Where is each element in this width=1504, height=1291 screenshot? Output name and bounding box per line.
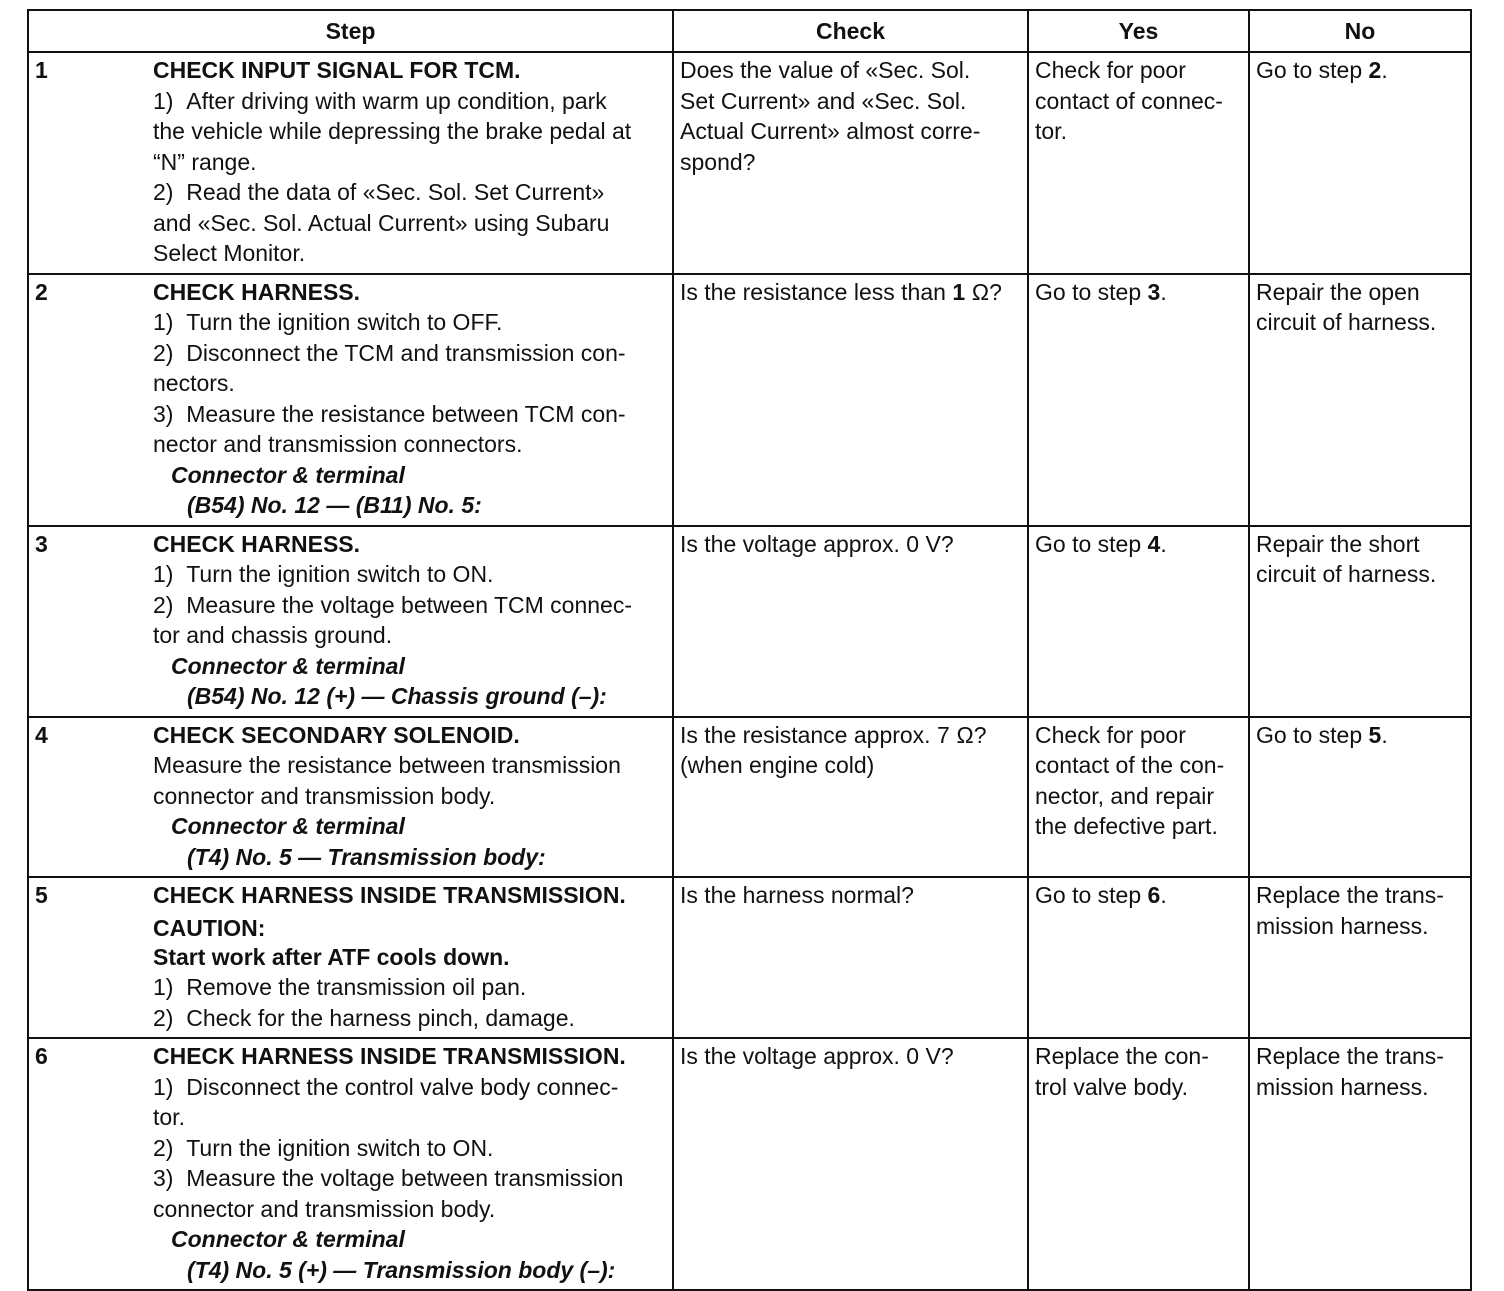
yes-text-suffix: . — [1160, 530, 1167, 557]
yes-line: tor. — [1035, 118, 1067, 144]
step-number: 3 — [28, 526, 147, 717]
step-title: CHECK HARNESS INSIDE TRANSMISSION. — [153, 882, 626, 908]
step-number: 6 — [28, 1038, 147, 1290]
check-unit: Ω? — [965, 278, 1002, 305]
no-line: circuit of harness. — [1256, 309, 1437, 335]
no-line: mission harness. — [1256, 912, 1429, 939]
no-line: Replace the trans- — [1256, 1043, 1444, 1069]
no-line: mission harness. — [1256, 1073, 1429, 1100]
connector-label: Connector & terminal — [171, 461, 405, 488]
no-cell — [1249, 526, 1471, 717]
step-line: tor. — [153, 1104, 185, 1130]
step-cell — [147, 877, 673, 1038]
header-no: No — [1249, 10, 1471, 52]
table-row — [28, 717, 1471, 878]
yes-line: Check for poor — [1035, 57, 1186, 83]
step-title: CHECK HARNESS. — [153, 278, 361, 305]
header-check: Check — [673, 10, 1028, 52]
yes-line: nector, and repair — [1035, 782, 1215, 809]
yes-line: the defective part. — [1035, 813, 1218, 839]
yes-line: contact of connec- — [1035, 87, 1223, 114]
connector-value: (T4) No. 5 — Transmission body: — [187, 843, 546, 870]
yes-text: Go to step — [1035, 882, 1148, 908]
connector-value: (T4) No. 5 (+) — Transmission body (–): — [187, 1256, 616, 1283]
check-line: spond? — [680, 148, 756, 175]
step-cell — [147, 1038, 673, 1290]
yes-cell — [1028, 274, 1249, 526]
no-cell — [1249, 1038, 1471, 1290]
check-line: Does the value of «Sec. Sol. — [680, 57, 971, 83]
yes-step-ref: 3 — [1147, 278, 1161, 305]
check-line: (when engine cold) — [680, 752, 875, 778]
step-line: 1) Turn the ignition switch to OFF. — [153, 309, 503, 335]
connector-value: (B54) No. 12 — (B11) No. 5: — [187, 492, 482, 518]
step-number: 5 — [28, 877, 147, 1038]
step-cell — [147, 52, 673, 274]
yes-text: Go to step — [1035, 278, 1148, 305]
yes-step-ref: 6 — [1147, 882, 1161, 908]
step-line: nectors. — [153, 370, 235, 396]
step-cell — [147, 526, 673, 717]
step-line: Measure the resistance between transmission — [153, 752, 621, 778]
step-line: connector and transmission body. — [153, 782, 496, 809]
step-line: 1) Disconnect the control valve body connec- — [153, 1073, 619, 1100]
check-line: Is the resistance approx. 7 Ω? — [680, 721, 987, 748]
no-text-suffix: . — [1381, 721, 1388, 748]
no-cell — [1249, 877, 1471, 1038]
caution-text: Start work after ATF cools down. — [153, 943, 510, 970]
no-text-suffix: . — [1381, 57, 1388, 83]
header-row — [28, 10, 1471, 52]
no-line: Repair the short — [1256, 530, 1420, 557]
no-line: Replace the trans- — [1256, 882, 1444, 908]
check-cell: Is the voltage approx. 0 V? — [673, 1038, 1028, 1290]
check-cell — [673, 717, 1028, 878]
yes-cell — [1028, 526, 1249, 717]
yes-cell — [1028, 717, 1249, 878]
step-line: the vehicle while depressing the brake pedal at — [153, 118, 632, 144]
step-number: 4 — [28, 717, 147, 878]
step-title: CHECK INPUT SIGNAL FOR TCM. — [153, 57, 521, 83]
yes-text-suffix: . — [1160, 278, 1167, 305]
step-line: 2) Read the data of «Sec. Sol. Set Current» — [153, 179, 605, 205]
yes-line: trol valve body. — [1035, 1073, 1188, 1100]
table-row — [28, 274, 1471, 526]
no-cell — [1249, 52, 1471, 274]
step-line: 3) Measure the resistance between TCM con- — [153, 400, 626, 427]
step-title: CHECK HARNESS. — [153, 530, 361, 557]
yes-line: Check for poor — [1035, 721, 1186, 748]
diagnostic-table — [27, 9, 1472, 1291]
connector-value: (B54) No. 12 (+) — Chassis ground (–): — [187, 683, 607, 709]
header-step: Step — [28, 10, 673, 52]
yes-step-ref: 4 — [1147, 530, 1161, 557]
no-line: circuit of harness. — [1256, 561, 1437, 587]
step-title: CHECK HARNESS INSIDE TRANSMISSION. — [153, 1043, 626, 1069]
no-text: Go to step — [1256, 721, 1369, 748]
check-cell — [673, 274, 1028, 526]
yes-line: Replace the con- — [1035, 1043, 1209, 1069]
table-row — [28, 52, 1471, 274]
table-row — [28, 526, 1471, 717]
no-cell — [1249, 717, 1471, 878]
step-title: CHECK SECONDARY SOLENOID. — [153, 721, 520, 748]
table-row — [28, 1038, 1471, 1290]
no-cell — [1249, 274, 1471, 526]
yes-cell — [1028, 1038, 1249, 1290]
step-line: “N” range. — [153, 148, 257, 175]
step-line: Select Monitor. — [153, 240, 306, 266]
step-line: 3) Measure the voltage between transmission — [153, 1165, 624, 1191]
step-line: 1) Turn the ignition switch to ON. — [153, 561, 494, 587]
check-cell — [673, 52, 1028, 274]
check-text: Is the resistance less than — [680, 278, 953, 305]
step-line: nector and transmission connectors. — [153, 431, 523, 457]
step-line: 2) Measure the voltage between TCM connec- — [153, 591, 632, 618]
step-line: tor and chassis ground. — [153, 622, 393, 648]
connector-label: Connector & terminal — [171, 652, 405, 679]
step-line: 2) Check for the harness pinch, damage. — [153, 1004, 575, 1031]
no-step-ref: 5 — [1368, 721, 1382, 748]
connector-label: Connector & terminal — [171, 1226, 405, 1252]
yes-text: Go to step — [1035, 530, 1148, 557]
check-cell: Is the voltage approx. 0 V? — [673, 526, 1028, 717]
step-number: 1 — [28, 52, 147, 274]
connector-label: Connector & terminal — [171, 813, 405, 839]
step-line: and «Sec. Sol. Actual Current» using Subaru — [153, 209, 610, 236]
step-line: 2) Turn the ignition switch to ON. — [153, 1134, 494, 1161]
step-cell — [147, 274, 673, 526]
step-number: 2 — [28, 274, 147, 526]
check-line: Actual Current» almost corre- — [680, 118, 981, 144]
check-value: 1 — [952, 278, 966, 305]
no-line: Repair the open — [1256, 278, 1420, 305]
step-line: 1) Remove the transmission oil pan. — [153, 974, 527, 1000]
no-step-ref: 2 — [1368, 57, 1382, 83]
step-line: 1) After driving with warm up condition, park — [153, 87, 607, 114]
yes-cell — [1028, 52, 1249, 274]
step-cell — [147, 717, 673, 878]
check-line: Set Current» and «Sec. Sol. — [680, 87, 967, 114]
no-text: Go to step — [1256, 57, 1369, 83]
caution-label: CAUTION: — [153, 914, 266, 941]
yes-line: contact of the con- — [1035, 752, 1225, 778]
step-line: 2) Disconnect the TCM and transmission con- — [153, 339, 626, 366]
header-yes: Yes — [1028, 10, 1249, 52]
check-cell: Is the harness normal? — [673, 877, 1028, 1038]
yes-text-suffix: . — [1160, 882, 1167, 908]
step-line: connector and transmission body. — [153, 1195, 496, 1222]
yes-cell — [1028, 877, 1249, 1038]
table-row — [28, 877, 1471, 1038]
